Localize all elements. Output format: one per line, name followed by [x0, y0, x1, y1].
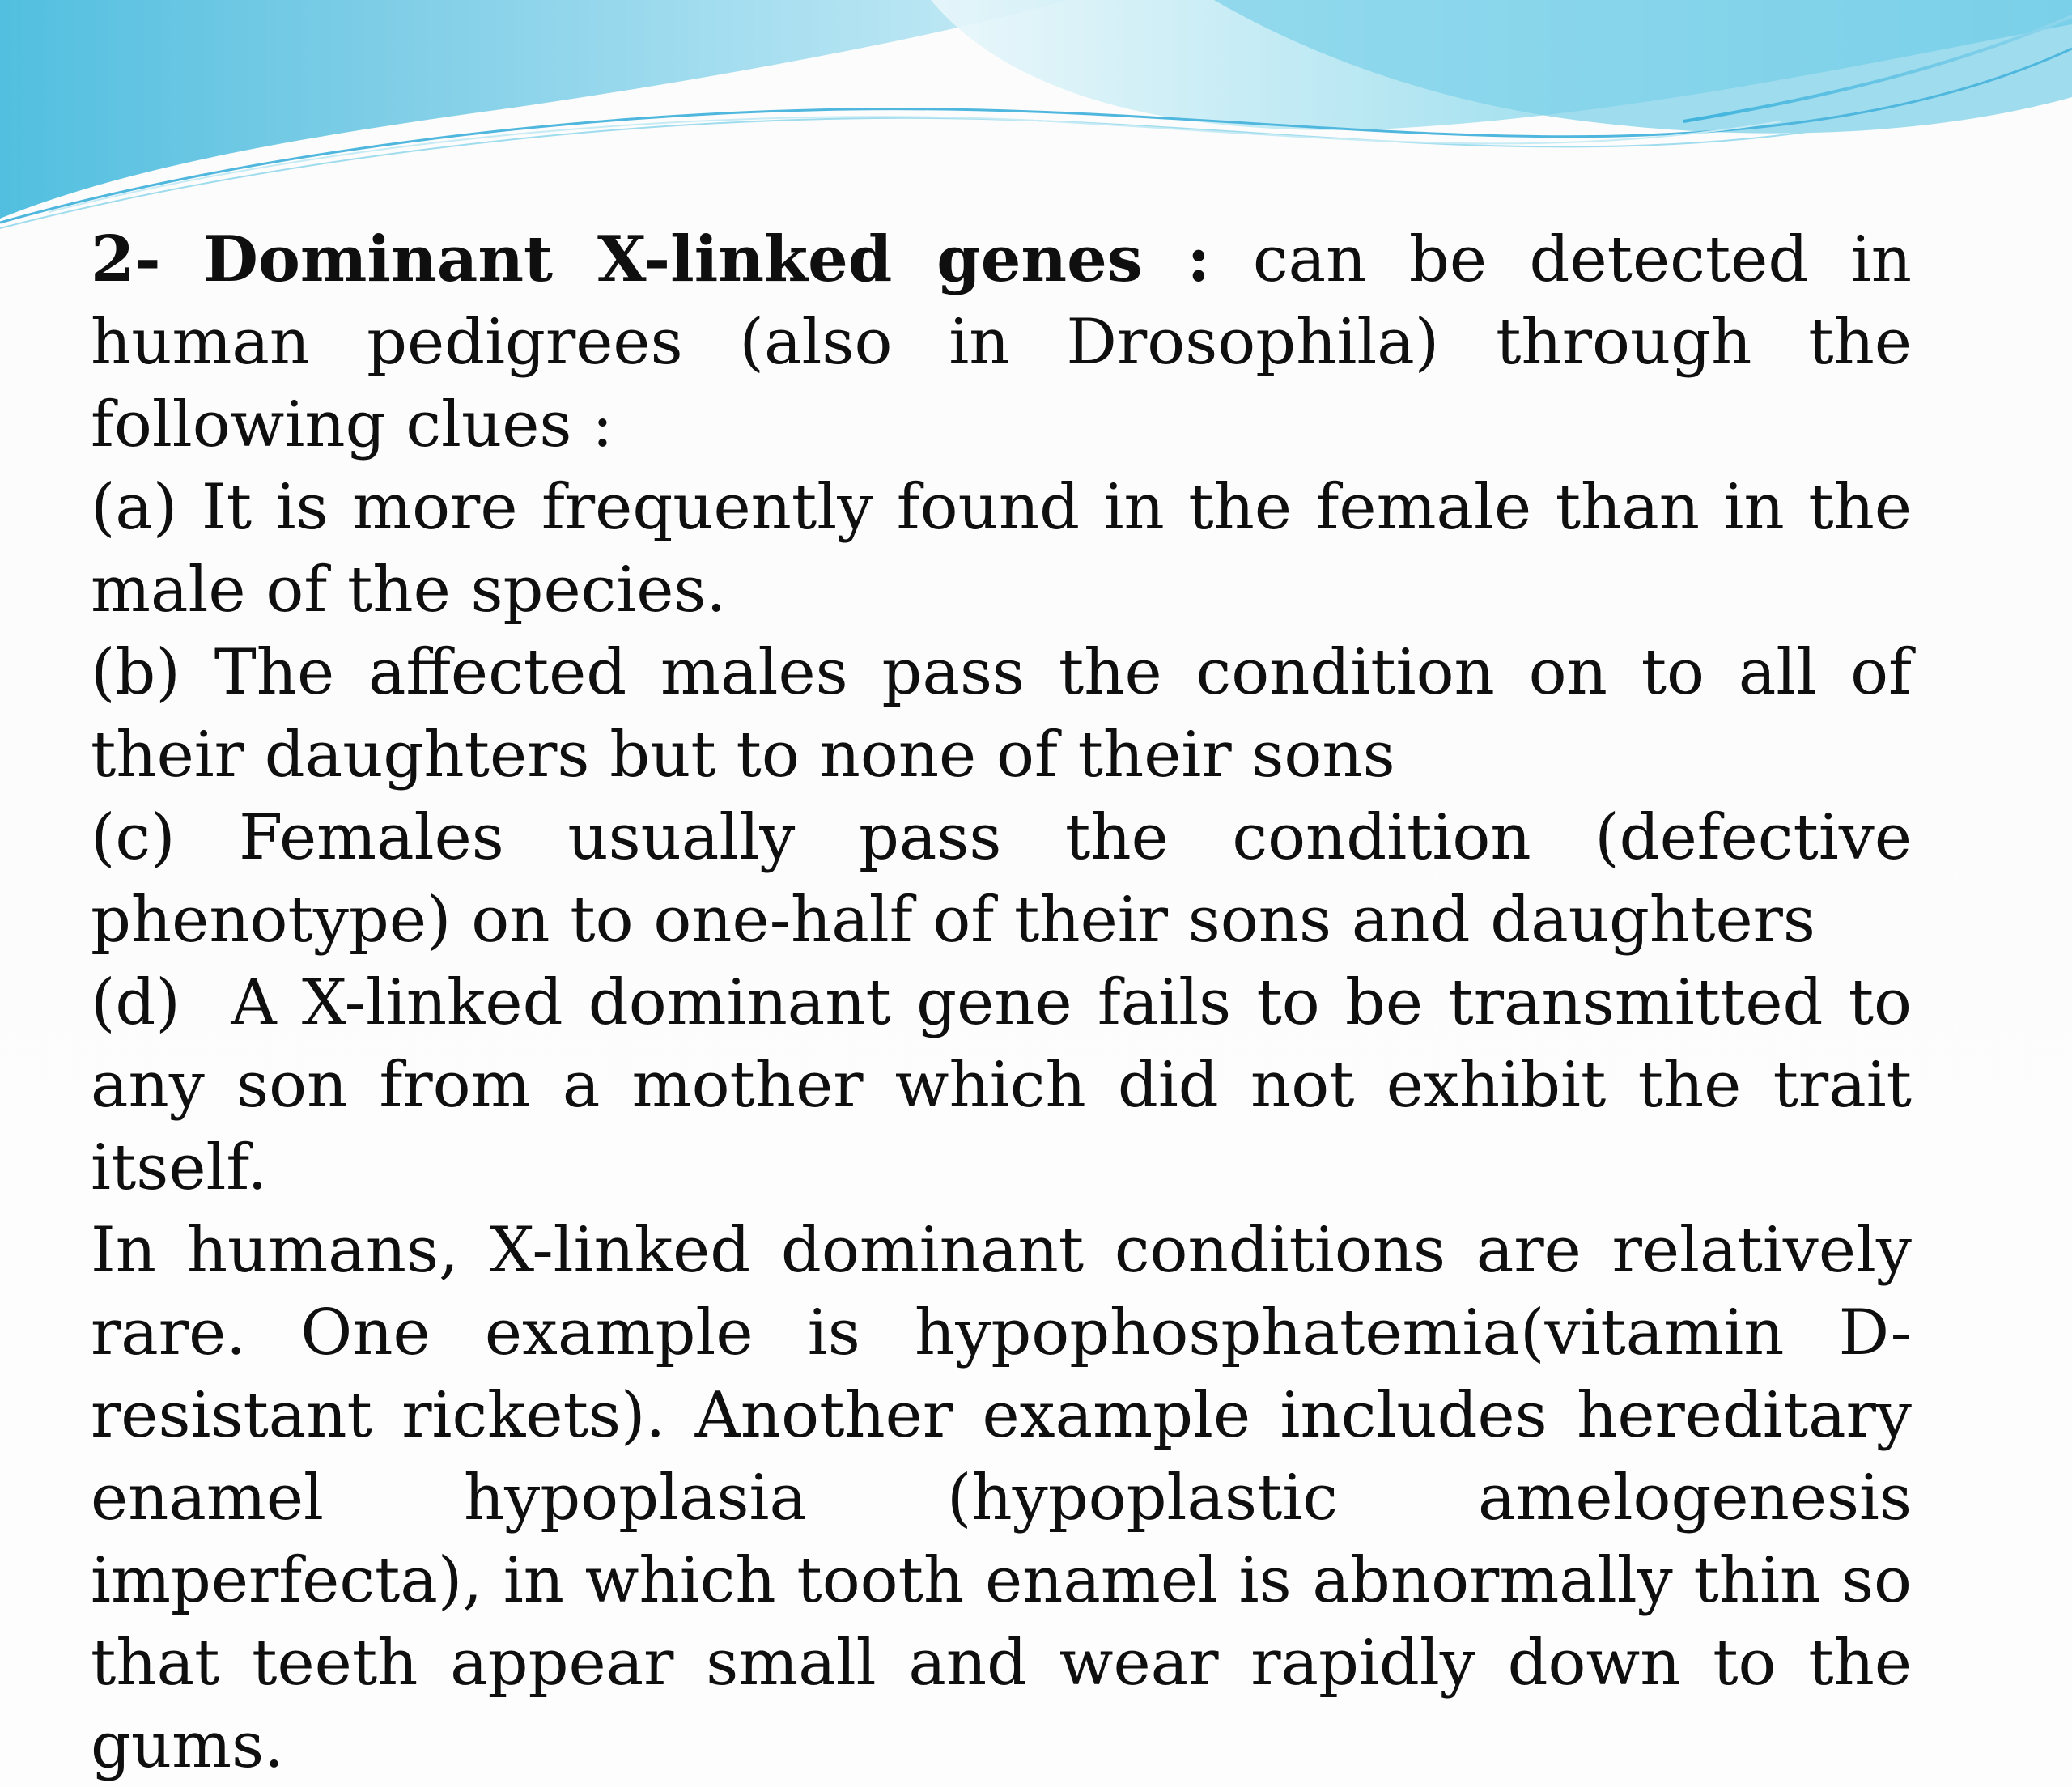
closing-paragraph: In humans, X-linked dominant conditions are relatively rare. One example is hypophosphatemia(vitamin D-resistant rickets). Another example includes hereditary enamel hypoplasia (hypoplastic amelogenesis imperfecta), in which tooth enamel is abnormally thin so that teeth appear small and wear rapidly down to the gums.: [91, 1214, 1912, 1782]
clue-d: [91, 961, 1912, 1209]
clue-label: (d): [91, 966, 180, 1039]
intro-paragraph: [91, 219, 1912, 466]
clue-b: [91, 631, 1912, 796]
clue-text: Females usually pass the condition (defective phenotype) on to one-half of their sons and daughters: [91, 801, 1912, 957]
clue-text: The affected males pass the condition on to all of their daughters but to none of their sons: [91, 636, 1912, 792]
clue-label: (b): [91, 636, 180, 709]
clue-label: (c): [91, 801, 176, 874]
clue-text: It is more frequently found in the female than in the male of the species.: [91, 471, 1913, 626]
clue-a: [91, 466, 1912, 631]
intro-text: can be detected in human pedigrees (also in Drosophila) through the following clues :: [91, 223, 1913, 461]
heading-number: 2-: [91, 223, 161, 296]
slide-body: [91, 219, 1912, 1787]
clue-c: [91, 796, 1912, 961]
heading-title: Dominant X-linked genes :: [203, 223, 1211, 296]
clue-text: A X-linked dominant gene fails to be transmitted to any son from a mother which did not exhibit the trait itself.: [91, 966, 1913, 1204]
clue-label: (a): [91, 471, 178, 544]
header-swoosh-decoration: [0, 0, 2072, 243]
